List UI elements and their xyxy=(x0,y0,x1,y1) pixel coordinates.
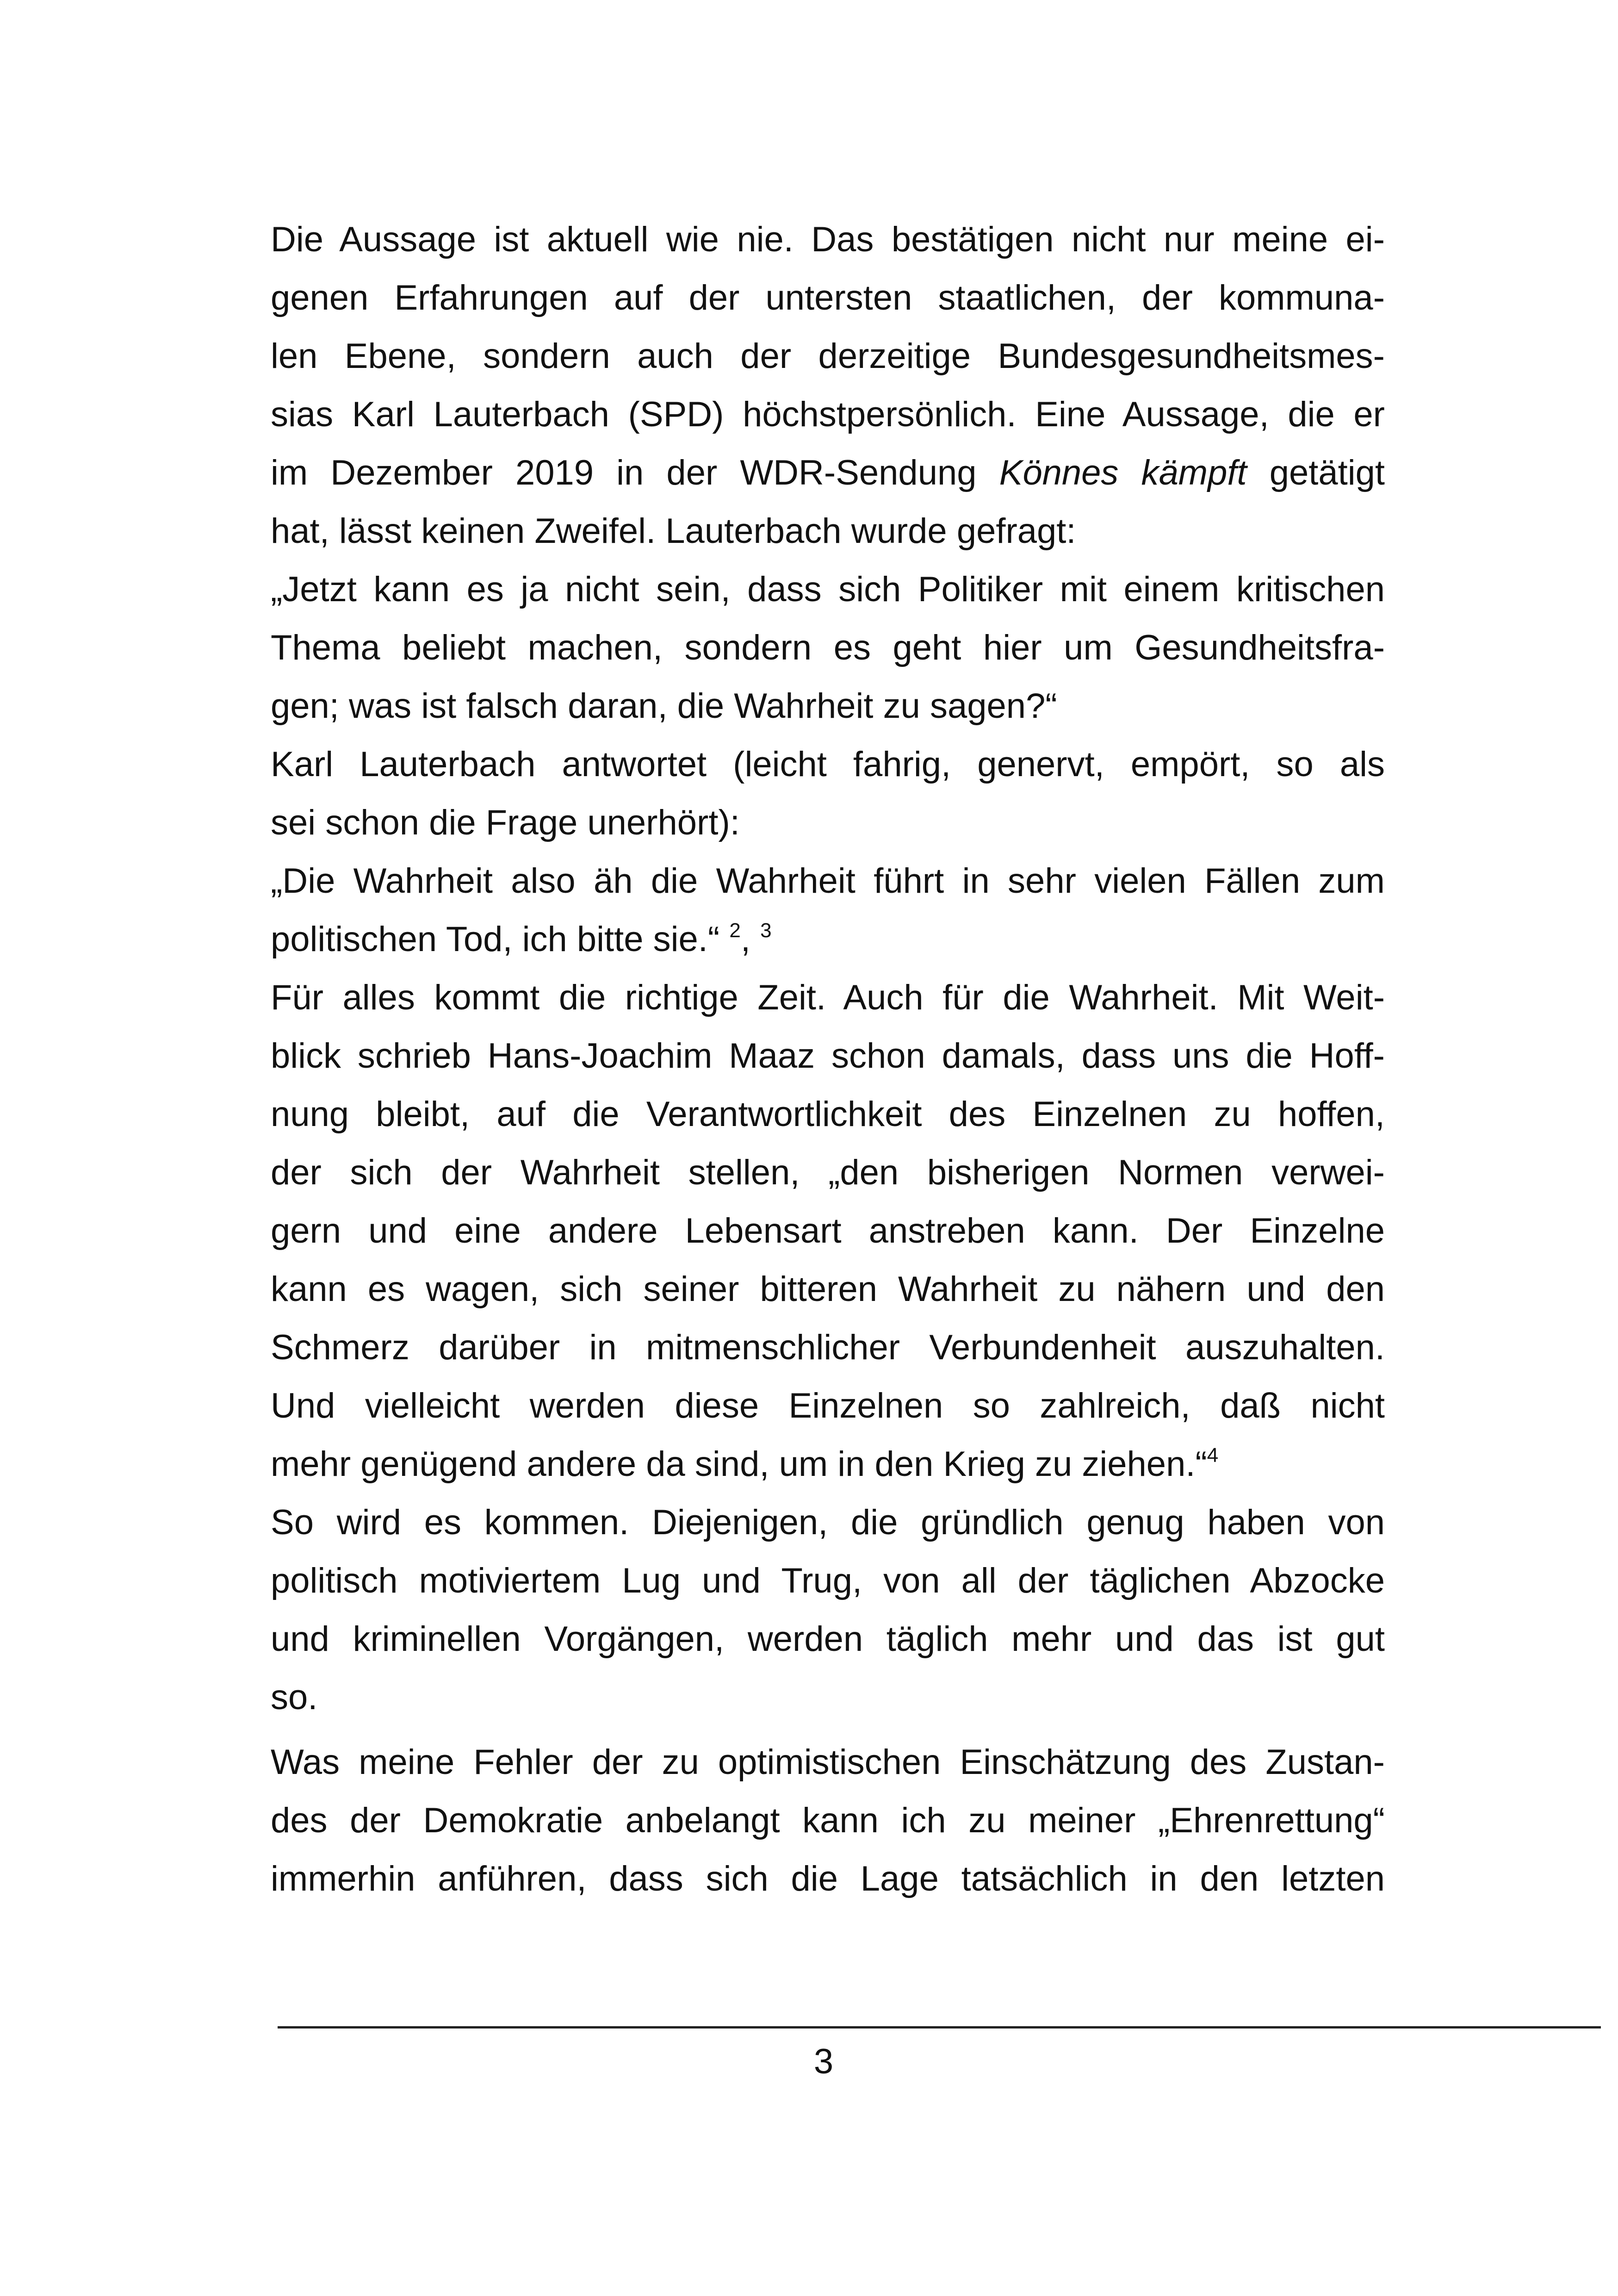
quote-text: mehr genügend andere da sind, um in den Krieg zu ziehen.“ xyxy=(271,1444,1207,1484)
footnote-separator: , xyxy=(740,920,750,959)
text-line: Die Aussage ist aktuell wie nie. Das bestätigen nicht nur meine ei- xyxy=(271,220,1385,259)
text-line: blick schrieb Hans-Joachim Maaz schon damals, dass uns die Hoff- xyxy=(271,1036,1385,1076)
text-line-with-footnote xyxy=(271,1435,1385,1493)
line-text-part: getätigt xyxy=(1269,453,1385,492)
quote-line-with-footnotes xyxy=(271,910,1385,969)
text-line: Für alles kommt die richtige Zeit. Auch für die Wahrheit. Mit Weit- xyxy=(271,978,1385,1017)
program-title: Könnes kämpft xyxy=(999,453,1247,492)
text-line: des der Demokratie anbelangt kann ich zu meiner „Ehrenrettung“ xyxy=(271,1801,1385,1840)
text-line: der sich der Wahrheit stellen, „den bisherigen Normen verwei- xyxy=(271,1153,1385,1192)
page-number: 3 xyxy=(813,2042,834,2081)
body-text xyxy=(271,211,1385,1908)
quote-line: Thema beliebt machen, sondern es geht hier um Gesundheitsfra- xyxy=(271,628,1385,667)
footnote-marker[interactable]: 3 xyxy=(760,919,772,942)
quote-line: gen; was ist falsch daran, die Wahrheit zu sagen?“ xyxy=(271,686,1057,726)
text-line: politisch motiviertem Lug und Trug, von all der täglichen Abzocke xyxy=(271,1561,1385,1600)
text-line: hat, lässt keinen Zweifel. Lauterbach wurde gefragt: xyxy=(271,511,1076,551)
text-line: so. xyxy=(271,1678,318,1717)
text-line: nung bleibt, auf die Verantwortlichkeit des Einzelnen zu hoffen, xyxy=(271,1095,1385,1134)
text-line: immerhin anführen, dass sich die Lage tatsächlich in den letzten xyxy=(271,1859,1385,1898)
quote-text: politischen Tod, ich bitte sie.“ xyxy=(271,920,720,959)
footer-divider xyxy=(278,2026,1601,2028)
quote-line: „Die Wahrheit also äh die Wahrheit führt in sehr vielen Fällen zum xyxy=(271,861,1385,901)
text-line: sias Karl Lauterbach (SPD) höchstpersönlich. Eine Aussage, die er xyxy=(271,395,1385,434)
text-line: So wird es kommen. Diejenigen, die gründlich genug haben von xyxy=(271,1503,1385,1542)
text-line: sei schon die Frage unerhört): xyxy=(271,803,740,842)
quote-line: „Jetzt kann es ja nicht sein, dass sich Politiker mit einem kritischen xyxy=(271,570,1385,609)
text-line: Karl Lauterbach antwortet (leicht fahrig, genervt, empört, so als xyxy=(271,745,1385,784)
text-line: genen Erfahrungen auf der untersten staatlichen, der kommuna- xyxy=(271,278,1385,317)
text-line: Und vielleicht werden diese Einzelnen so zahlreich, daß nicht xyxy=(271,1386,1385,1425)
text-line-with-title xyxy=(271,444,1385,502)
text-line: kann es wagen, sich seiner bitteren Wahrheit zu nähern und den xyxy=(271,1269,1385,1309)
text-line: Schmerz darüber in mitmenschlicher Verbundenheit auszuhalten. xyxy=(271,1328,1385,1367)
text-line: len Ebene, sondern auch der derzeitige Bundesgesundheitsmes- xyxy=(271,336,1385,376)
line-text-part: im Dezember 2019 in der WDR-Sendung xyxy=(271,453,977,492)
text-line: Was meine Fehler der zu optimistischen Einschätzung des Zustan- xyxy=(271,1742,1385,1782)
footnote-marker[interactable]: 2 xyxy=(729,919,741,942)
footnote-marker[interactable]: 4 xyxy=(1207,1444,1219,1467)
text-line: gern und eine andere Lebensart anstreben kann. Der Einzelne xyxy=(271,1211,1385,1251)
text-line: und kriminellen Vorgängen, werden täglich mehr und das ist gut xyxy=(271,1619,1385,1659)
